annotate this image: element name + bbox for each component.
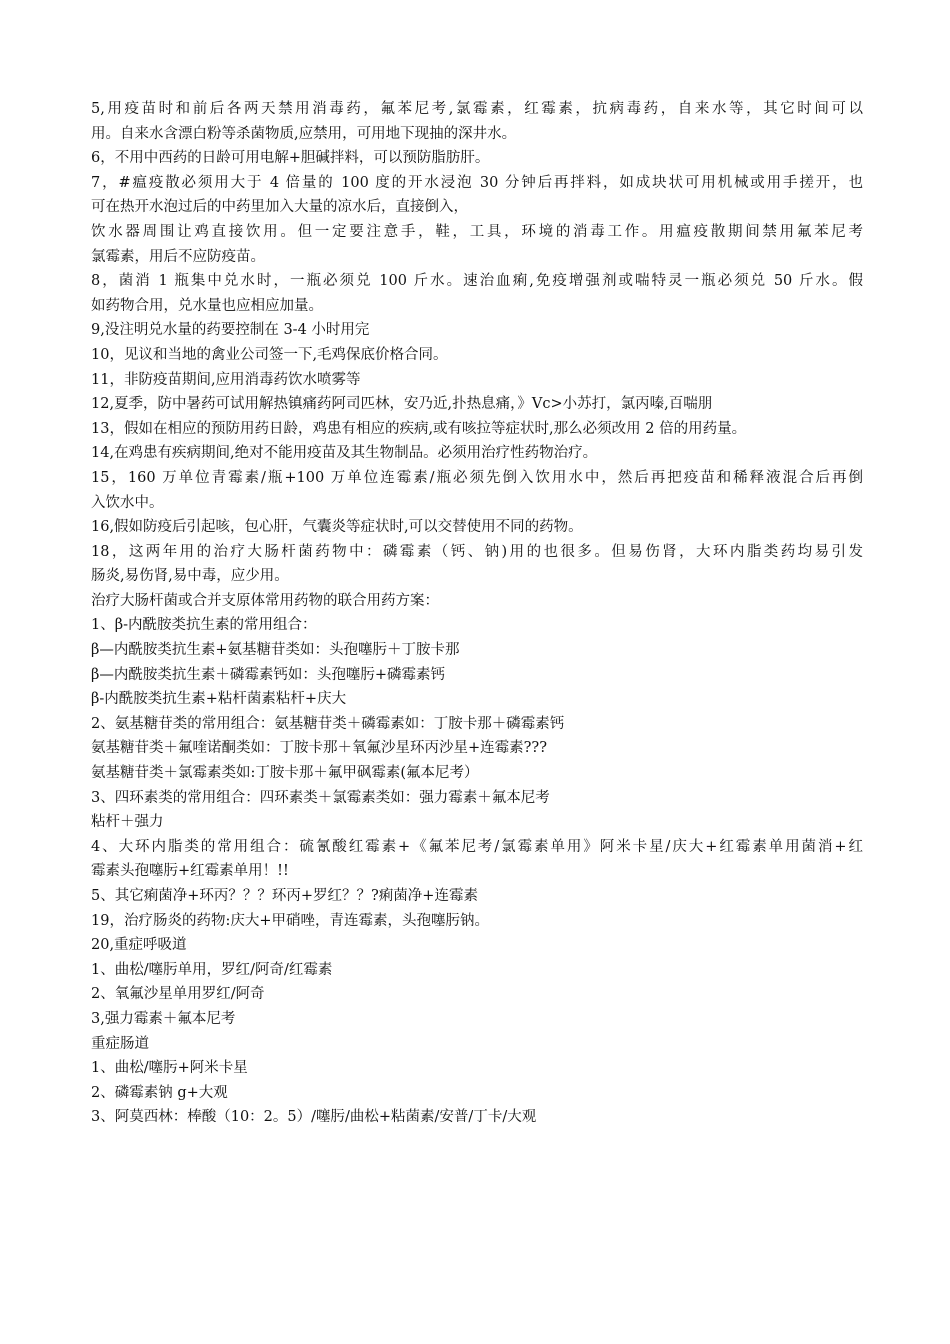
text-line: 1、β-内酰胺类抗生素的常用组合： [91,617,317,634]
text-line: 14,在鸡患有疾病期间,绝对不能用疫苗及其生物制品。必须用治疗性药物治疗。 [91,445,598,462]
text-line: 12,夏季，防中暑药可试用解热镇痛药阿司匹林，安乃近,扑热息痛，》Vc>小苏打，氯丙嗪,百喘朋 [91,396,713,413]
text-line: 3、阿莫西林：棒酸（10：2。5）/噻肟/曲松+粘菌素/安普/丁卡/大观 [91,1109,537,1126]
text-line: 饮水器周围让鸡直接饮用。但一定要注意手，鞋，工具，环境的消毒工作。用瘟疫散期间禁用氟苯尼考 [91,223,863,240]
text-line: 氨基糖苷类＋氯霉素类如:丁胺卡那＋氟甲砜霉素(氟本尼考） [91,765,479,782]
text-line: 如药物合用，兑水量也应相应加量。 [91,297,323,314]
text-line: 1、曲松/噻肟+阿米卡星 [91,1060,248,1077]
text-line: 1、曲松/噻肟单用，罗红/阿奇/红霉素 [91,961,333,978]
text-line: 肠炎,易伤肾,易中毒，应少用。 [91,568,289,585]
text-line: 15，160 万单位青霉素/瓶+100 万单位连霉素/瓶必须先倒入饮用水中，然后再把疫苗和稀释液混合后再倒 [91,469,863,486]
text-line: 霉素头孢噻肟+红霉素单用！!! [91,863,289,880]
text-line: β-内酰胺类抗生素+粘杆菌素粘杆+庆大 [91,691,347,708]
text-line: 7，#瘟疫散必须用大于 4 倍量的 100 度的开水浸泡 30 分钟后再拌料，如成块状可用机械或用手搓开，也 [91,174,863,191]
text-line: 6，不用中西药的日龄可用电解+胆碱拌料，可以预防脂肪肝。 [91,150,490,167]
text-line: 11，非防疫苗期间,应用消毒药饮水喷雾等 [91,371,361,388]
text-line: 粘杆＋强力 [91,814,164,831]
text-line: 3,强力霉素＋氟本尼考 [91,1010,236,1027]
text-line: 13，假如在相应的预防用药日龄，鸡患有相应的疾病,或有咳拉等症状时,那么必须改用 2 倍的用药量。 [91,420,747,437]
text-line: 20,重症呼吸道 [91,937,187,954]
text-line: 重症肠道 [91,1035,149,1052]
text-line: 氨基糖苷类＋氟喹诺酮类如：丁胺卡那＋氧氟沙星环丙沙星+连霉素??? [91,740,547,757]
text-line: 9,没注明兑水量的药要控制在 3-4 小时用完 [91,322,370,339]
text-line: 2、氧氟沙星单用罗红/阿奇 [91,986,265,1003]
text-line: 治疗大肠杆菌或合并支原体常用药物的联合用药方案： [91,592,439,609]
text-line: 氯霉素，用后不应防疫苗。 [91,248,265,265]
document-page [91,97,863,1130]
text-line: 19，治疗肠炎的药物:庆大+甲硝唑，青连霉素，头孢噻肟钠。 [91,912,489,929]
text-line: 入饮水中。 [91,494,164,511]
text-line: 18，这两年用的治疗大肠杆菌药物中：磷霉素（钙、钠)用的也很多。但易伤肾，大环内脂类药均易引发 [91,543,863,560]
text-line: 2、磷霉素钠 g+大观 [91,1084,228,1101]
text-line: 8，菌消 1 瓶集中兑水时，一瓶必须兑 100 斤水。速治血痢,免疫增强剂或喘特灵一瓶必须兑 50 斤水。假 [91,273,863,290]
text-line: 用。自来水含漂白粉等杀菌物质,应禁用，可用地下现抽的深井水。 [91,125,517,142]
text-line: 可在热开水泡过后的中药里加入大量的凉水后，直接倒入， [91,199,468,216]
text-line: 10，见议和当地的禽业公司签一下,毛鸡保底价格合同。 [91,346,448,363]
text-line: 5,用疫苗时和前后各两天禁用消毒药，氟苯尼考,氯霉素，红霉素，抗病毒药，自来水等，其它时间可以 [91,101,863,117]
text-line: β—内酰胺类抗生素＋磷霉素钙如：头孢噻肟+磷霉素钙 [91,666,446,683]
text-line: 3、四环素类的常用组合：四环素类＋氯霉素类如：强力霉素＋氟本尼考 [91,789,550,806]
text-line: 4、大环内脂类的常用组合：硫氰酸红霉素+《氟苯尼考/氯霉素单用》阿米卡星/庆大+红霉素单用菌消+红 [91,838,863,855]
text-line: 2、氨基糖苷类的常用组合：氨基糖苷类＋磷霉素如：丁胺卡那＋磷霉素钙 [91,715,565,732]
text-line: β—内酰胺类抗生素+氨基糖苷类如：头孢噻肟＋丁胺卡那 [91,642,460,659]
text-line: 16,假如防疫后引起咳，包心肝，气囊炎等症状时,可以交替使用不同的药物。 [91,519,583,536]
text-line: 5、其它痢菌净+环丙？？？环丙+罗红？？?痢菌净+连霉素 [91,888,478,904]
